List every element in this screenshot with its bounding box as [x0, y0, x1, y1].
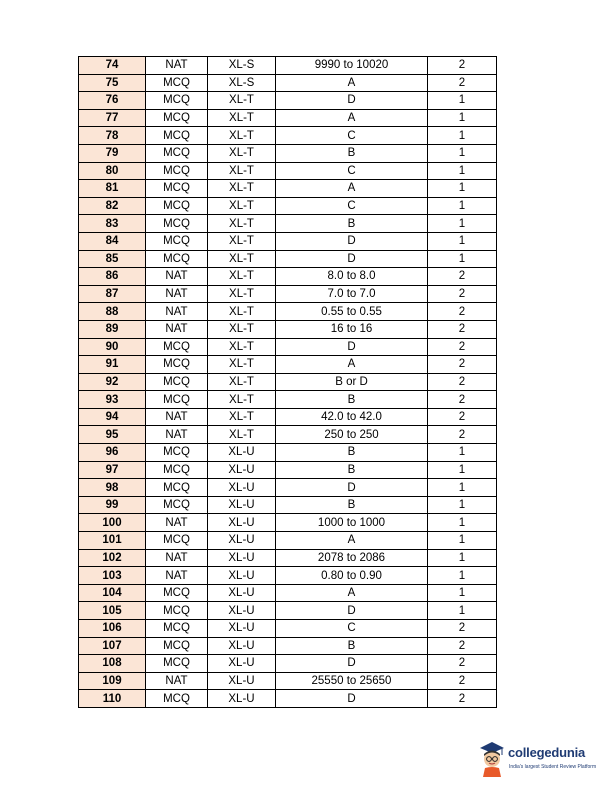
question-type-cell: MCQ [146, 479, 208, 497]
question-type-cell: MCQ [146, 144, 208, 162]
table-row [79, 92, 497, 110]
question-type-cell: NAT [146, 408, 208, 426]
question-number-cell: 91 [79, 356, 146, 374]
question-type-cell: MCQ [146, 197, 208, 215]
section-cell: XL-T [208, 197, 276, 215]
table-row [79, 197, 497, 215]
answer-key-cell: 250 to 250 [276, 426, 428, 444]
question-number-cell: 79 [79, 144, 146, 162]
table-row [79, 268, 497, 286]
question-number-cell: 85 [79, 250, 146, 268]
section-cell: XL-T [208, 162, 276, 180]
question-type-cell: MCQ [146, 391, 208, 409]
question-number-cell: 84 [79, 232, 146, 250]
section-cell: XL-T [208, 109, 276, 127]
question-number-cell: 108 [79, 655, 146, 673]
question-type-cell: MCQ [146, 338, 208, 356]
marks-cell: 2 [428, 268, 497, 286]
table-row [79, 232, 497, 250]
section-cell: XL-T [208, 250, 276, 268]
section-cell: XL-T [208, 373, 276, 391]
answer-key-cell: D [276, 232, 428, 250]
marks-cell: 2 [428, 320, 497, 338]
section-cell: XL-T [208, 408, 276, 426]
question-number-cell: 77 [79, 109, 146, 127]
section-cell: XL-U [208, 496, 276, 514]
table-row [79, 514, 497, 532]
table-row [79, 285, 497, 303]
marks-cell: 2 [428, 285, 497, 303]
answer-key-cell: D [276, 602, 428, 620]
question-number-cell: 106 [79, 620, 146, 638]
table-row [79, 602, 497, 620]
marks-cell: 1 [428, 197, 497, 215]
question-number-cell: 103 [79, 567, 146, 585]
marks-cell: 2 [428, 620, 497, 638]
section-cell: XL-T [208, 180, 276, 198]
section-cell: XL-U [208, 532, 276, 550]
marks-cell: 1 [428, 215, 497, 233]
answer-key-cell: B [276, 215, 428, 233]
table-row [79, 496, 497, 514]
question-type-cell: MCQ [146, 444, 208, 462]
section-cell: XL-T [208, 92, 276, 110]
marks-cell: 2 [428, 356, 497, 374]
marks-cell: 1 [428, 250, 497, 268]
collegedunia-logo [478, 740, 608, 780]
marks-cell: 2 [428, 74, 497, 92]
section-cell: XL-S [208, 74, 276, 92]
answer-key-cell: D [276, 250, 428, 268]
question-type-cell: MCQ [146, 602, 208, 620]
answer-key-cell: A [276, 74, 428, 92]
table-row [79, 408, 497, 426]
question-number-cell: 94 [79, 408, 146, 426]
question-type-cell: MCQ [146, 655, 208, 673]
table-row [79, 479, 497, 497]
answer-key-cell: D [276, 655, 428, 673]
section-cell: XL-U [208, 655, 276, 673]
table-row [79, 532, 497, 550]
marks-cell: 1 [428, 514, 497, 532]
marks-cell: 2 [428, 690, 497, 708]
question-type-cell: MCQ [146, 356, 208, 374]
answer-key-cell: B [276, 461, 428, 479]
question-type-cell: MCQ [146, 232, 208, 250]
marks-cell: 2 [428, 637, 497, 655]
question-type-cell: NAT [146, 285, 208, 303]
marks-cell: 1 [428, 444, 497, 462]
question-number-cell: 74 [79, 57, 146, 75]
answer-key-cell: 1000 to 1000 [276, 514, 428, 532]
table-row [79, 549, 497, 567]
marks-cell: 2 [428, 338, 497, 356]
table-row [79, 303, 497, 321]
marks-cell: 2 [428, 408, 497, 426]
table-row [79, 180, 497, 198]
question-number-cell: 88 [79, 303, 146, 321]
marks-cell: 2 [428, 373, 497, 391]
question-number-cell: 110 [79, 690, 146, 708]
question-number-cell: 96 [79, 444, 146, 462]
question-number-cell: 107 [79, 637, 146, 655]
answer-key-cell: B or D [276, 373, 428, 391]
question-type-cell: MCQ [146, 127, 208, 145]
question-number-cell: 97 [79, 461, 146, 479]
answer-key-cell: 0.80 to 0.90 [276, 567, 428, 585]
table-row [79, 690, 497, 708]
answer-key-cell: A [276, 109, 428, 127]
marks-cell: 1 [428, 584, 497, 602]
section-cell: XL-T [208, 144, 276, 162]
question-number-cell: 76 [79, 92, 146, 110]
question-number-cell: 109 [79, 672, 146, 690]
answer-key-cell: 0.55 to 0.55 [276, 303, 428, 321]
marks-cell: 2 [428, 391, 497, 409]
question-type-cell: NAT [146, 268, 208, 286]
table-row [79, 620, 497, 638]
table-row [79, 144, 497, 162]
question-number-cell: 99 [79, 496, 146, 514]
marks-cell: 1 [428, 496, 497, 514]
section-cell: XL-U [208, 620, 276, 638]
answer-key-cell: D [276, 690, 428, 708]
question-type-cell: NAT [146, 549, 208, 567]
answer-key-cell: A [276, 584, 428, 602]
section-cell: XL-T [208, 320, 276, 338]
answer-key-cell: A [276, 532, 428, 550]
answer-key-cell: B [276, 144, 428, 162]
answer-key-cell: 16 to 16 [276, 320, 428, 338]
section-cell: XL-U [208, 549, 276, 567]
table-row [79, 637, 497, 655]
question-type-cell: MCQ [146, 620, 208, 638]
answer-key-cell: 42.0 to 42.0 [276, 408, 428, 426]
marks-cell: 1 [428, 92, 497, 110]
marks-cell: 1 [428, 602, 497, 620]
section-cell: XL-U [208, 461, 276, 479]
question-type-cell: MCQ [146, 461, 208, 479]
question-number-cell: 104 [79, 584, 146, 602]
answer-key-cell: C [276, 197, 428, 215]
section-cell: XL-T [208, 268, 276, 286]
table-row [79, 672, 497, 690]
marks-cell: 2 [428, 655, 497, 673]
table-row [79, 426, 497, 444]
question-number-cell: 86 [79, 268, 146, 286]
answer-key-table [78, 56, 497, 708]
table-row [79, 162, 497, 180]
section-cell: XL-U [208, 690, 276, 708]
question-type-cell: MCQ [146, 690, 208, 708]
table-row [79, 109, 497, 127]
answer-key-cell: A [276, 356, 428, 374]
table-row [79, 57, 497, 75]
question-number-cell: 87 [79, 285, 146, 303]
section-cell: XL-U [208, 584, 276, 602]
question-type-cell: MCQ [146, 74, 208, 92]
answer-key-cell: 8.0 to 8.0 [276, 268, 428, 286]
marks-cell: 1 [428, 479, 497, 497]
question-type-cell: NAT [146, 514, 208, 532]
question-number-cell: 92 [79, 373, 146, 391]
mascot-icon [478, 740, 506, 778]
answer-key-cell: C [276, 127, 428, 145]
section-cell: XL-T [208, 426, 276, 444]
section-cell: XL-T [208, 127, 276, 145]
section-cell: XL-S [208, 57, 276, 75]
question-number-cell: 93 [79, 391, 146, 409]
marks-cell: 1 [428, 532, 497, 550]
brand-tagline: India's largest Student Review Platform [509, 764, 597, 770]
question-type-cell: MCQ [146, 373, 208, 391]
section-cell: XL-T [208, 356, 276, 374]
table-row [79, 373, 497, 391]
question-number-cell: 89 [79, 320, 146, 338]
question-number-cell: 80 [79, 162, 146, 180]
table-row [79, 127, 497, 145]
marks-cell: 1 [428, 109, 497, 127]
answer-key-cell: D [276, 338, 428, 356]
marks-cell: 1 [428, 144, 497, 162]
section-cell: XL-T [208, 338, 276, 356]
marks-cell: 1 [428, 461, 497, 479]
section-cell: XL-U [208, 567, 276, 585]
answer-key-cell: A [276, 180, 428, 198]
question-type-cell: MCQ [146, 637, 208, 655]
section-cell: XL-T [208, 232, 276, 250]
table-row [79, 356, 497, 374]
question-type-cell: MCQ [146, 215, 208, 233]
question-type-cell: NAT [146, 303, 208, 321]
section-cell: XL-U [208, 514, 276, 532]
marks-cell: 1 [428, 567, 497, 585]
answer-key-cell: C [276, 620, 428, 638]
answer-key-cell: B [276, 637, 428, 655]
marks-cell: 1 [428, 232, 497, 250]
marks-cell: 1 [428, 127, 497, 145]
question-type-cell: NAT [146, 672, 208, 690]
answer-key-body [79, 57, 497, 708]
answer-key-cell: B [276, 496, 428, 514]
answer-key-cell: 25550 to 25650 [276, 672, 428, 690]
answer-key-cell: D [276, 92, 428, 110]
question-number-cell: 75 [79, 74, 146, 92]
question-number-cell: 83 [79, 215, 146, 233]
marks-cell: 2 [428, 303, 497, 321]
table-row [79, 444, 497, 462]
answer-key-cell: C [276, 162, 428, 180]
question-type-cell: MCQ [146, 180, 208, 198]
question-number-cell: 100 [79, 514, 146, 532]
marks-cell: 1 [428, 549, 497, 567]
answer-key-cell: B [276, 391, 428, 409]
answer-key-cell: 2078 to 2086 [276, 549, 428, 567]
question-number-cell: 82 [79, 197, 146, 215]
marks-cell: 2 [428, 57, 497, 75]
table-row [79, 655, 497, 673]
question-type-cell: NAT [146, 567, 208, 585]
section-cell: XL-U [208, 479, 276, 497]
question-number-cell: 105 [79, 602, 146, 620]
table-row [79, 338, 497, 356]
marks-cell: 2 [428, 426, 497, 444]
answer-key-cell: D [276, 479, 428, 497]
question-type-cell: NAT [146, 426, 208, 444]
question-number-cell: 102 [79, 549, 146, 567]
marks-cell: 1 [428, 162, 497, 180]
question-number-cell: 81 [79, 180, 146, 198]
table-row [79, 215, 497, 233]
brand-name: collegedunia [508, 745, 586, 760]
answer-key-cell: 7.0 to 7.0 [276, 285, 428, 303]
question-type-cell: NAT [146, 320, 208, 338]
section-cell: XL-U [208, 637, 276, 655]
section-cell: XL-T [208, 391, 276, 409]
section-cell: XL-U [208, 602, 276, 620]
table-row [79, 74, 497, 92]
section-cell: XL-U [208, 444, 276, 462]
table-row [79, 567, 497, 585]
section-cell: XL-T [208, 303, 276, 321]
question-type-cell: MCQ [146, 162, 208, 180]
question-type-cell: MCQ [146, 496, 208, 514]
marks-cell: 1 [428, 180, 497, 198]
table-row [79, 461, 497, 479]
table-row [79, 584, 497, 602]
question-type-cell: MCQ [146, 109, 208, 127]
section-cell: XL-U [208, 672, 276, 690]
question-type-cell: MCQ [146, 584, 208, 602]
question-type-cell: NAT [146, 57, 208, 75]
question-number-cell: 101 [79, 532, 146, 550]
table-row [79, 391, 497, 409]
question-number-cell: 78 [79, 127, 146, 145]
table-row [79, 250, 497, 268]
marks-cell: 2 [428, 672, 497, 690]
question-number-cell: 98 [79, 479, 146, 497]
question-type-cell: MCQ [146, 532, 208, 550]
table-row [79, 320, 497, 338]
question-number-cell: 90 [79, 338, 146, 356]
question-type-cell: MCQ [146, 250, 208, 268]
question-type-cell: MCQ [146, 92, 208, 110]
section-cell: XL-T [208, 215, 276, 233]
question-number-cell: 95 [79, 426, 146, 444]
answer-key-cell: B [276, 444, 428, 462]
section-cell: XL-T [208, 285, 276, 303]
answer-key-cell: 9990 to 10020 [276, 57, 428, 75]
